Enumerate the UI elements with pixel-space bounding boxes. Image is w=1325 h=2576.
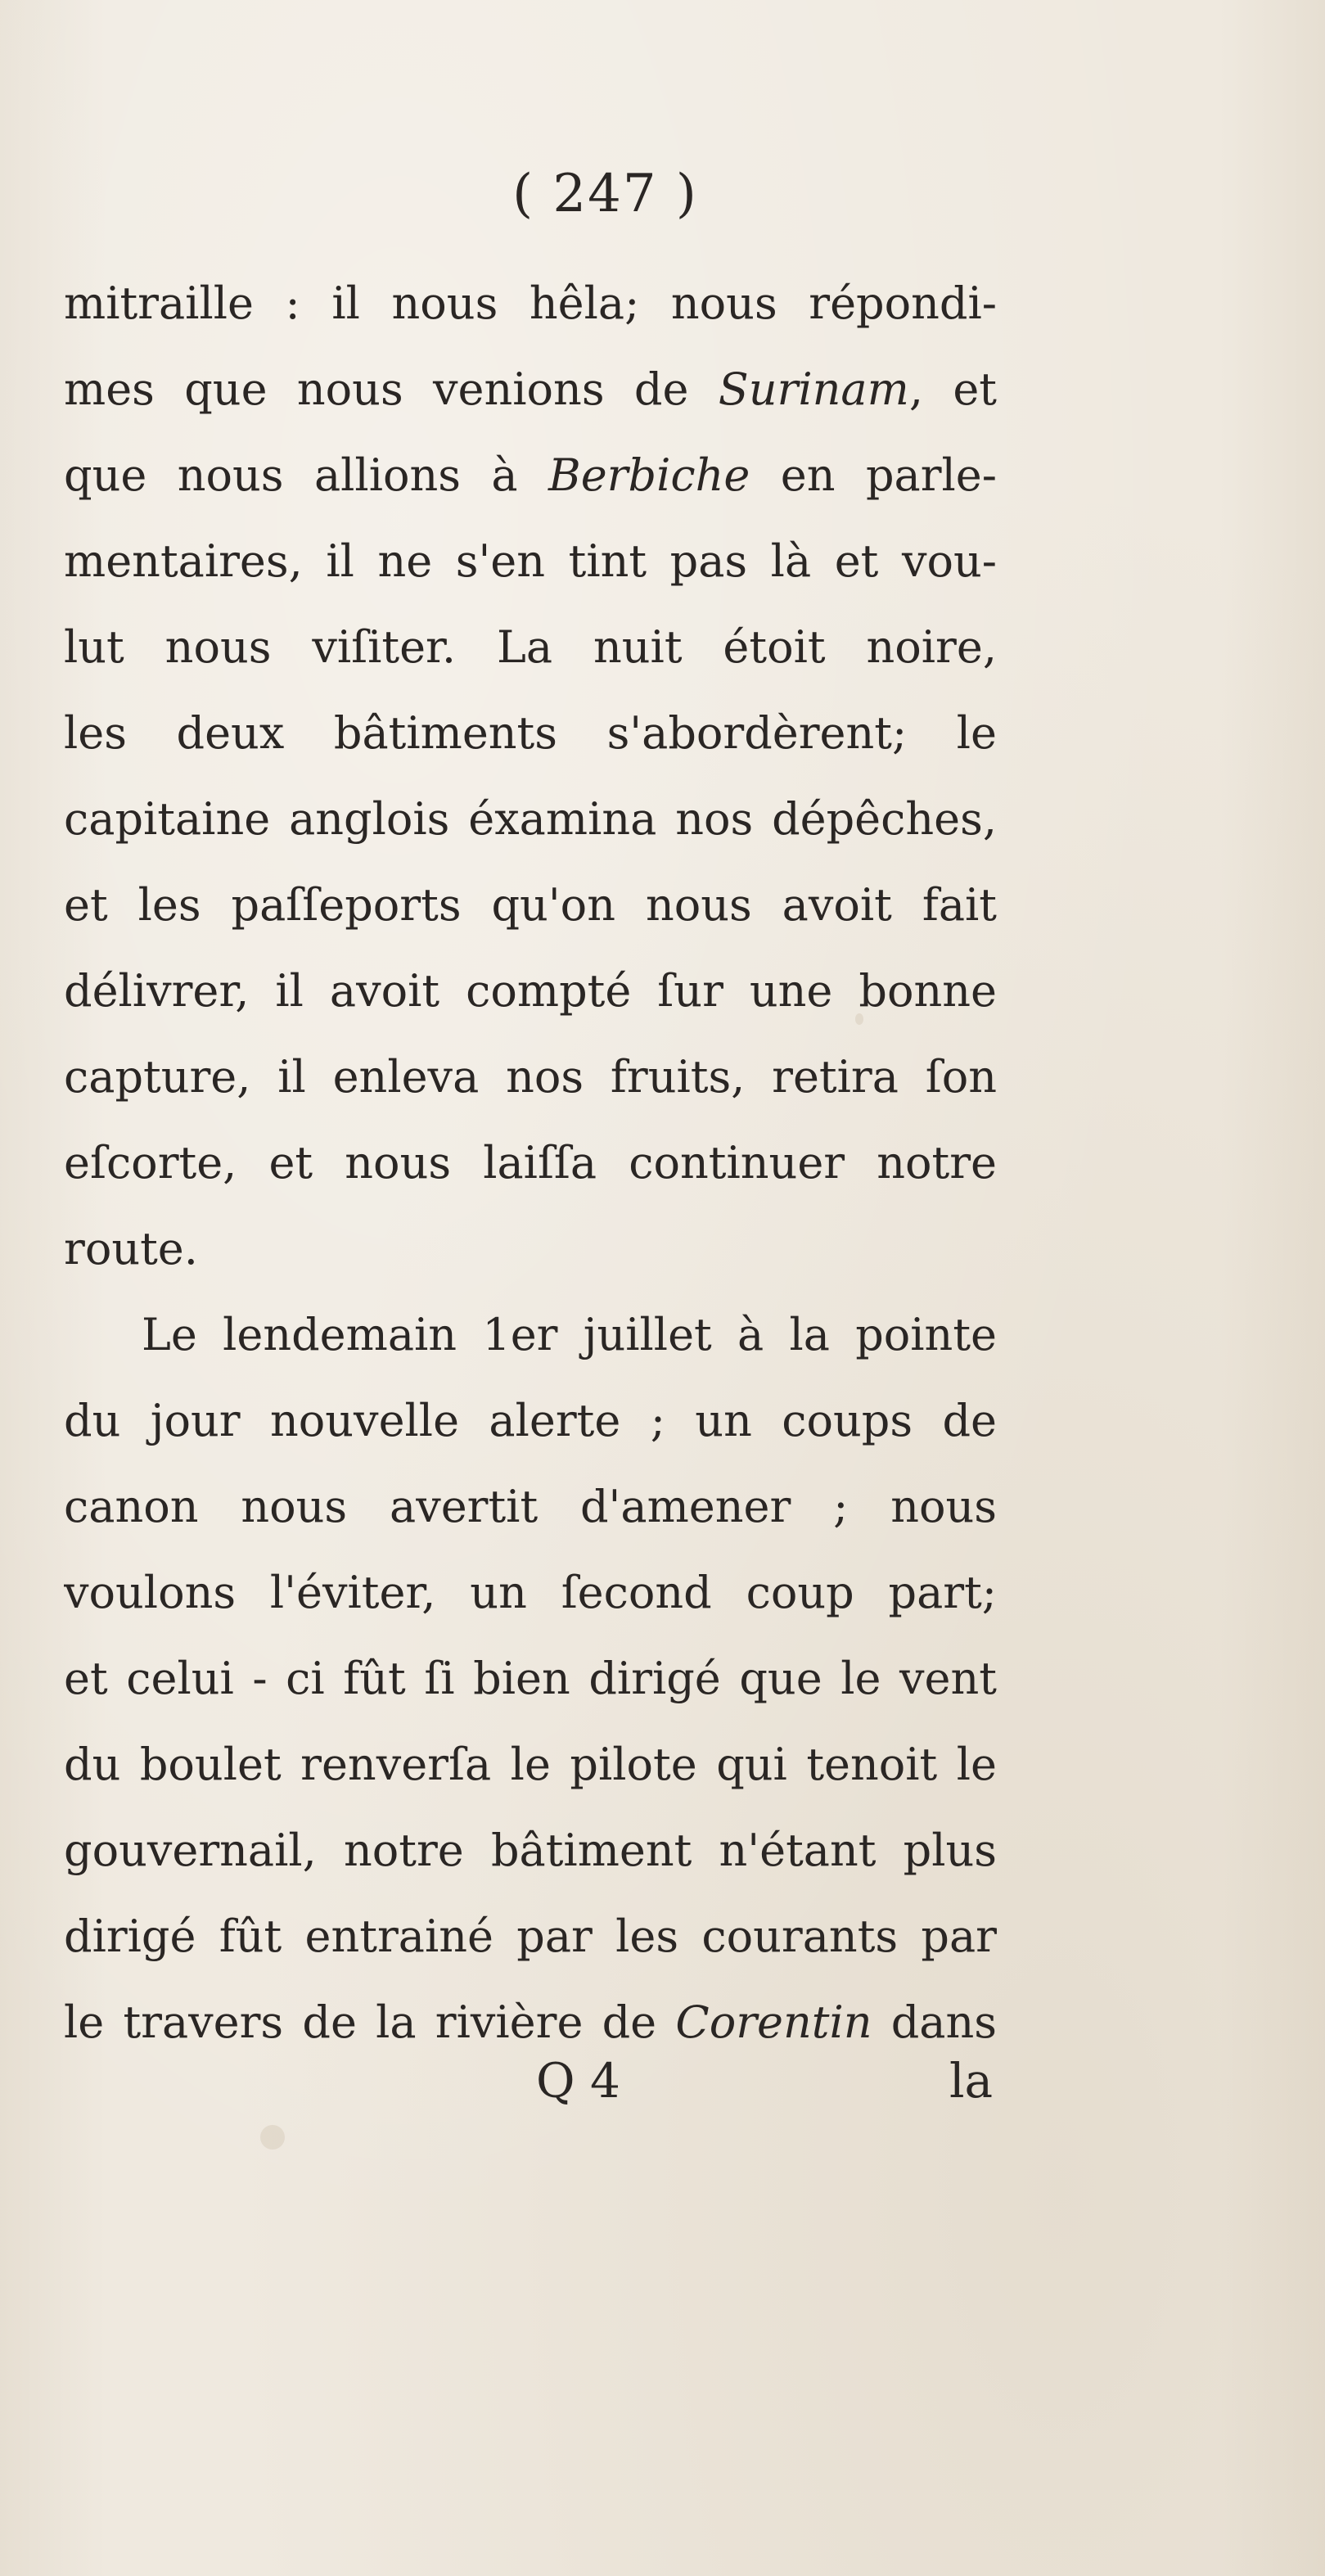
text-segment: le travers de la rivière de [64,1996,676,2048]
text-line: route. [64,1223,198,1274]
text-segment: mes que nous venions de [64,363,719,415]
page-footer [0,2053,1325,2127]
text-line: canon nous avertit d'amener ; nous [64,1481,997,1532]
text-segment: que nous allions à [64,449,549,501]
catchword: la [949,2053,994,2109]
text-line [64,346,997,432]
italic-place-name: Corentin [675,1996,872,2048]
text-line: mitraille : il nous hêla; nous répondi- [64,277,997,329]
text-line: capture, il enleva nos fruits, retira ſon [64,1051,997,1103]
paper-stain [260,2125,285,2150]
text-segment: , et [908,363,997,415]
text-line: mentaires, il ne s'en tint pas là et vou- [64,535,997,587]
text-line: Le lendemain 1er juillet à la pointe [142,1309,997,1360]
page-number: ( 247 ) [512,164,698,224]
text-line: capitaine anglois éxamina nos dépêches, [64,793,997,845]
text-line: voulons l'éviter, un ſecond coup part; [64,1567,997,1618]
text-line: gouvernail, notre bâtiment n'étant plus [64,1825,997,1876]
text-line [64,432,997,518]
text-line: du boulet renverſa le pilote qui tenoit le [64,1739,997,1790]
text-line: et les paſſeports qu'on nous avoit fait [64,879,997,931]
italic-place-name: Surinam [718,363,909,415]
signature-mark: Q 4 [536,2053,620,2109]
text-line: et celui - ci fût ſi bien dirigé que le vent [64,1653,997,1704]
page-number-header [0,164,1325,224]
text-line: les deux bâtiments s'abordèrent; le [64,707,997,759]
text-segment: en parle- [750,449,997,501]
italic-place-name: Berbiche [548,449,750,501]
text-segment: dans [872,1996,997,2048]
text-line: délivrer, il avoit compté ſur une bonne [64,965,997,1017]
text-line: dirigé fût entrainé par les courants par [64,1911,997,1962]
text-line: du jour nouvelle alerte ; un coups de [64,1395,997,1446]
text-line: lut nous viſiter. La nuit étoit noire, [64,621,997,673]
text-line: eſcorte, et nous laiſſa continuer notre [64,1137,997,1189]
body-text [64,260,997,2065]
